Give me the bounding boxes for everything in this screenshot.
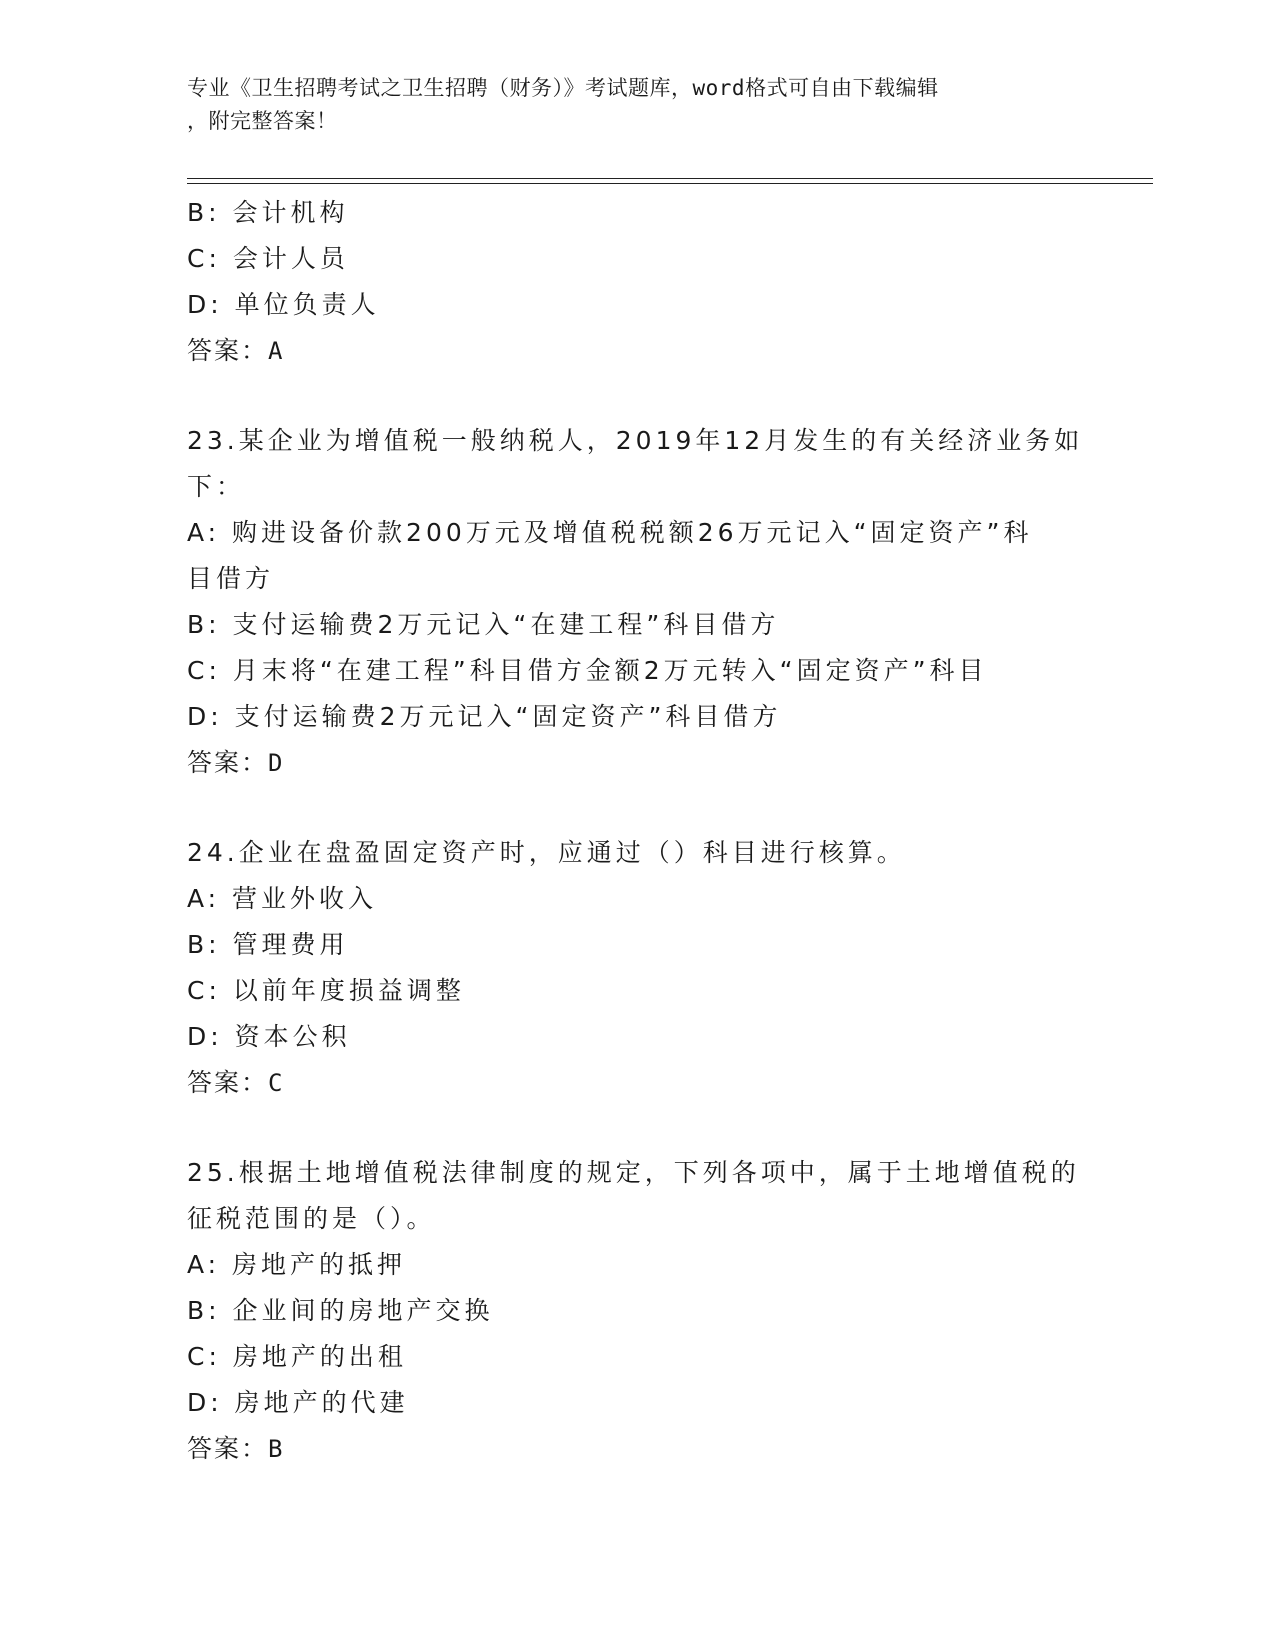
option-line: B: 会计机构 xyxy=(187,198,349,227)
question-25 xyxy=(187,1150,1087,1472)
question-line: 征税范围的是（）。 xyxy=(187,1204,436,1233)
question-24 xyxy=(187,830,1087,1106)
option-line: C: 月末将“在建工程”科目借方金额2万元转入“固定资产”科目 xyxy=(187,656,988,685)
option-line: D: 单位负责人 xyxy=(187,290,380,319)
page-header xyxy=(187,72,1077,138)
answer-label: 答案： xyxy=(187,1434,269,1463)
header-line-2: ，附完整答案！ xyxy=(187,109,338,133)
option-line: A: 营业外收入 xyxy=(187,884,378,913)
answer-label: 答案： xyxy=(187,336,269,365)
question-gap xyxy=(187,786,1087,830)
answer-value: B xyxy=(268,1435,284,1463)
option-line: C: 以前年度损益调整 xyxy=(187,976,465,1005)
question-line: 25.根据土地增值税法律制度的规定，下列各项中，属于土地增值税的 xyxy=(187,1158,1080,1187)
answer-label: 答案： xyxy=(187,1068,269,1097)
option-line: C: 房地产的出租 xyxy=(187,1342,407,1371)
question-line: 24.企业在盘盈固定资产时，应通过（）科目进行核算。 xyxy=(187,838,906,867)
answer-line xyxy=(187,740,1087,786)
question-line: 下： xyxy=(187,472,246,501)
question-gap xyxy=(187,1106,1087,1150)
header-divider-top xyxy=(187,178,1153,179)
option-line: D: 支付运输费2万元记入“固定资产”科目借方 xyxy=(187,702,782,731)
question-content xyxy=(187,190,1087,1472)
answer-label: 答案： xyxy=(187,748,269,777)
question-line: 23.某企业为增值税一般纳税人，2019年12月发生的有关经济业务如 xyxy=(187,426,1084,455)
answer-value: D xyxy=(268,749,284,777)
option-line: A: 购进设备价款200万元及增值税税额26万元记入“固定资产”科 xyxy=(187,518,1033,547)
option-line: B: 支付运输费2万元记入“在建工程”科目借方 xyxy=(187,610,780,639)
option-line: B: 企业间的房地产交换 xyxy=(187,1296,494,1325)
answer-line xyxy=(187,328,1087,374)
option-line: D: 房地产的代建 xyxy=(187,1388,409,1417)
option-line: C: 会计人员 xyxy=(187,244,349,273)
header-divider-bottom xyxy=(187,183,1153,184)
question-22 xyxy=(187,190,1087,374)
answer-line xyxy=(187,1426,1087,1472)
option-line: A: 房地产的抵押 xyxy=(187,1250,407,1279)
question-gap xyxy=(187,374,1087,418)
header-line-1: 专业《卫生招聘考试之卫生招聘（财务）》考试题库，word格式可自由下载编辑 xyxy=(187,76,939,100)
answer-value: A xyxy=(268,337,284,365)
answer-value: C xyxy=(268,1069,284,1097)
question-23 xyxy=(187,418,1087,786)
option-line: D: 资本公积 xyxy=(187,1022,351,1051)
answer-line xyxy=(187,1060,1087,1106)
option-line: B: 管理费用 xyxy=(187,930,349,959)
option-line: 目借方 xyxy=(187,564,275,593)
